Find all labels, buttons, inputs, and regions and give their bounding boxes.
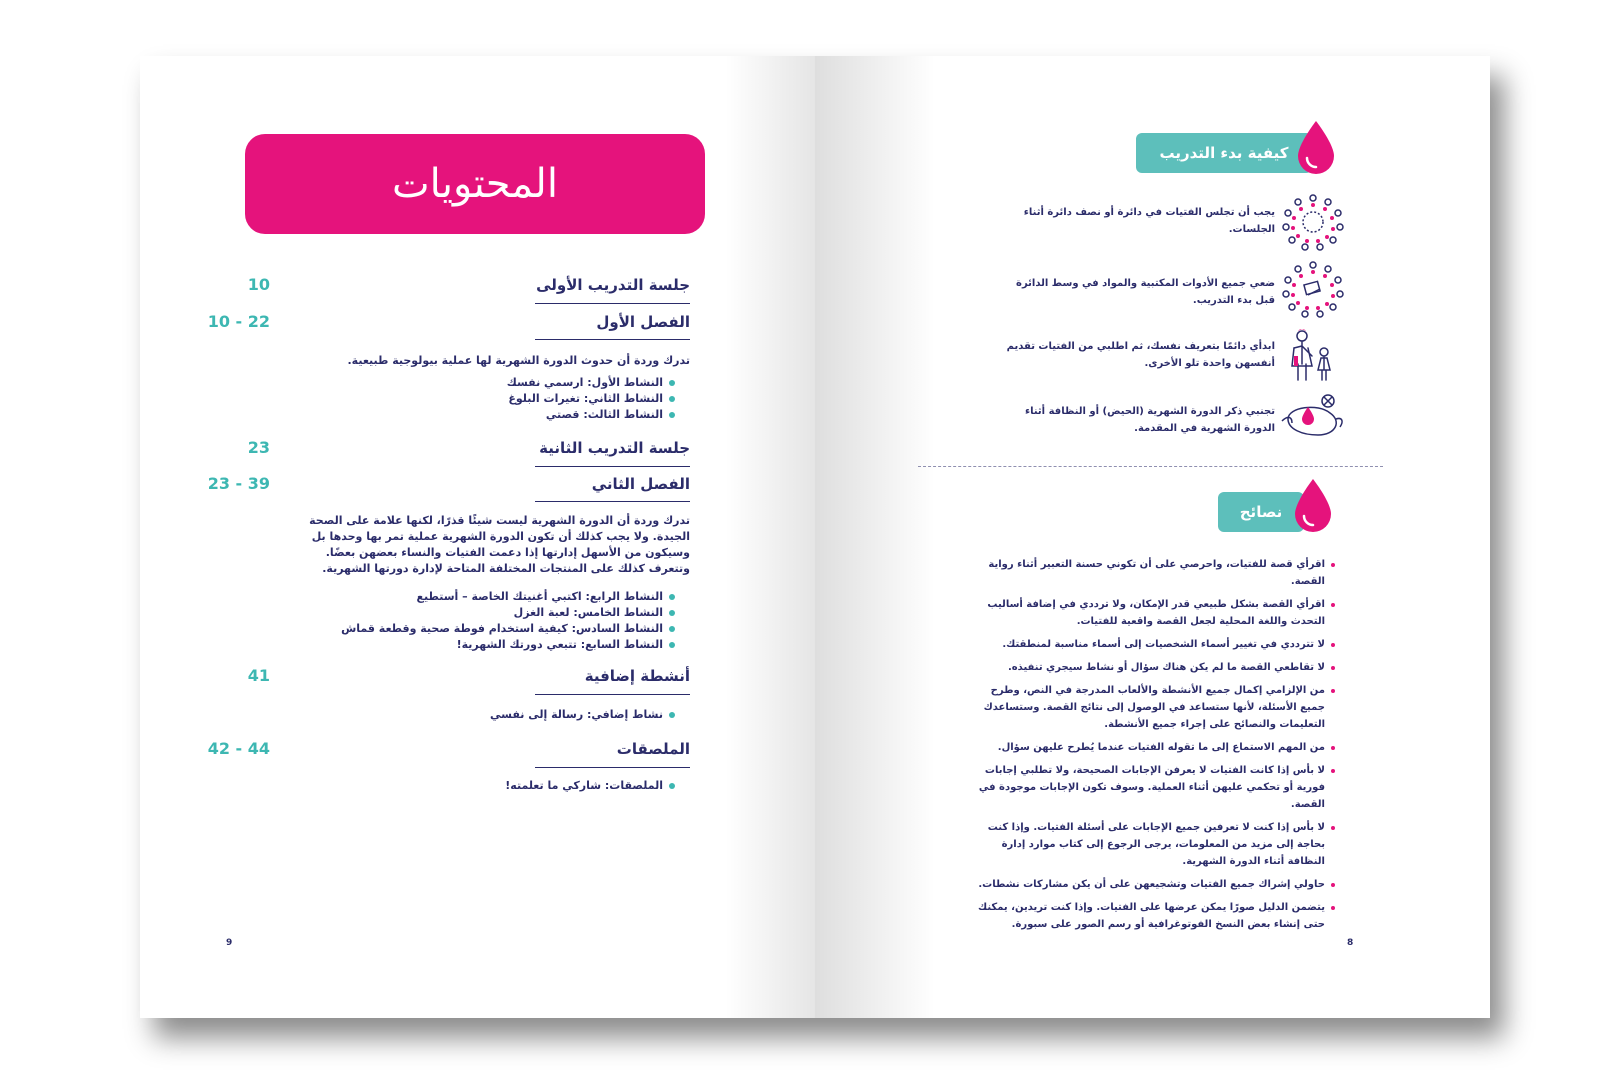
toc-divider — [535, 767, 690, 768]
tip-item: حاولي إشراك جميع الفتيات وتشجيعهن على أن يكن مشاركات نشطات. — [965, 876, 1335, 893]
toc-activity-list — [377, 375, 677, 423]
toc-activity-item: النشاط الرابع: اكتبي أغنيتك الخاصة – أستطيع — [317, 589, 677, 605]
toc-chapter-intro: تدرك وردة أن الدورة الشهرية ليست شيئًا قذرًا، لكنها علامة على الصحة الجيدة. ولا يجب كذلك أن تكون الدورة الشهرية عملية تمر بها وحدها بل وسيكون من الأسهل إدارتها إذا دعمت الفتيات والنساء بعضهن بعضًا. وتتعرف كذلك على المنتجات المختلفة المتاحة لإدارة دورتها الشهرية. — [309, 514, 690, 575]
toc-section-heading: الملصقات — [616, 740, 690, 758]
howto-step-text: ضعي جميع الأدوات المكتبية والمواد في وسط الدائرة قبل بدء التدريب. — [1016, 278, 1275, 306]
materials-in-circle-icon — [1278, 259, 1348, 319]
toc-page-range: 41 — [247, 666, 270, 685]
woman-and-girl-icon — [1278, 326, 1348, 386]
toc-activity-item: النشاط الثاني: تغيرات البلوغ — [377, 391, 677, 407]
page-number: 9 — [226, 938, 233, 948]
tip-item: اقرأي القصة بشكل طبيعي قدر الإمكان، ولا ترددي في إضافة أساليب التحدث واللغة المحلية لجعل القصة واقعية للفتيات. — [965, 596, 1335, 630]
toc-session-heading: جلسة التدريب الأولى — [536, 276, 690, 294]
toc-activity-item: الملصقات: شاركي ما تعلمته! — [377, 778, 677, 794]
toc-activity-list — [317, 589, 677, 653]
howto-banner — [1136, 133, 1312, 173]
howto-step-text: ابدأي دائمًا بتعريف نفسك، ثم اطلبي من الفتيات تقديم أنفسهن واحدة تلو الأخرى. — [1006, 341, 1275, 369]
howto-title: كيفية بدء التدريب — [1159, 144, 1289, 162]
toc-activity-item: نشاط إضافي: رسالة إلى نفسي — [377, 707, 677, 723]
open-booklet — [140, 56, 1490, 1018]
toc-session-heading: جلسة التدريب الثانية — [539, 439, 690, 457]
contents-title: المحتويات — [392, 161, 558, 207]
toc-activity-item: النشاط السادس: كيفية استخدام فوطة صحية وقطعة قماش — [317, 621, 677, 637]
toc-activity-list — [377, 778, 677, 794]
tip-item: من المهم الاستماع إلى ما تقوله الفتيات عندما يُطرح عليهن سؤال. — [965, 739, 1335, 756]
tip-item: اقرأي قصة للفتيات، واحرصي على أن تكوني حسنة التعبير أثناء رواية القصة. — [965, 556, 1335, 590]
tip-item: يتضمن الدليل صورًا يمكن عرضها على الفتيات. وإذا كنت تريدين، يمكنك حتى إنشاء بعض النسخ الفوتوغرافية أو رسم الصور على سبورة. — [965, 899, 1335, 933]
section-divider — [918, 466, 1383, 467]
toc-divider — [535, 694, 690, 695]
toc-page-range: 23 — [247, 438, 270, 457]
toc-activity-list — [377, 707, 677, 723]
no-pad-icon — [1278, 389, 1348, 449]
toc-page-range: 23 - 39 — [207, 474, 270, 493]
contents-page — [140, 56, 815, 1018]
gutter-shadow — [815, 56, 935, 1018]
toc-activity-item: النشاط الأول: ارسمي نفسك — [377, 375, 677, 391]
toc-divider — [535, 466, 690, 467]
tips-title: نصائح — [1239, 503, 1283, 521]
pink-drop-icon — [1292, 477, 1334, 535]
tip-item: لا بأس إذا كنت لا تعرفين جميع الإجابات على أسئلة الفتيات. وإذا كنت بحاجة إلى مزيد من المعلومات، يرجى الرجوع إلى كتاب موارد إدارة النظافة أثناء الدورة الشهرية. — [965, 819, 1335, 870]
toc-activity-item: النشاط الثالث: قصتي — [377, 407, 677, 423]
tip-item: لا بأس إذا كانت الفتيات لا يعرفن الإجابات الصحيحة، ولا تطلبي إجابات فورية أو تحكمي عليهن أثناء العملية. وسوف تكون الإجابات موجودة في القصة. — [965, 762, 1335, 813]
tip-item: من الإلزامي إكمال جميع الأنشطة والألعاب المدرجة في النص، وطرح جميع الأسئلة، لأنها ستساعد في الوصول إلى نتائج القصة. وستساعدك التعليمات والنصائح على إجراء جميع الأنشطة. — [965, 682, 1335, 733]
toc-section-heading: أنشطة إضافية — [584, 667, 690, 685]
tips-list — [965, 556, 1335, 939]
howto-step-text: يجب أن تجلس الفتيات في دائرة أو نصف دائرة أثناء الجلسات. — [1023, 207, 1275, 235]
toc-page-range: 10 - 22 — [207, 312, 270, 331]
tip-item: لا تقاطعي القصة ما لم يكن هناك سؤال أو نشاط سيجري تنفيذه. — [965, 659, 1335, 676]
gutter-shadow — [725, 56, 815, 1018]
tip-item: لا تترددي في تغيير أسماء الشخصيات إلى أسماء مناسبة لمنطقتك. — [965, 636, 1335, 653]
toc-chapter-heading: الفصل الأول — [596, 313, 690, 331]
page-number: 8 — [1347, 938, 1354, 948]
circle-of-girls-icon — [1278, 192, 1348, 252]
toc-divider — [535, 339, 690, 340]
howto-page — [815, 56, 1490, 1018]
toc-activity-item: النشاط السابع: تتبعي دورتك الشهرية! — [317, 637, 677, 653]
toc-divider — [535, 303, 690, 304]
toc-chapter-heading: الفصل الثاني — [591, 475, 690, 493]
contents-title-box — [245, 134, 705, 234]
pink-drop-icon — [1295, 119, 1337, 177]
howto-step-text: تجنبي ذكر الدورة الشهرية (الحيض) أو النظافة أثناء الدورة الشهرية في المقدمة. — [1024, 406, 1275, 434]
toc-chapter-intro: تدرك وردة أن حدوث الدورة الشهرية لها عملية بيولوجية طبيعية. — [347, 354, 690, 367]
toc-page-range: 42 - 44 — [207, 739, 270, 758]
toc-activity-item: النشاط الخامس: لعبة الغزل — [317, 605, 677, 621]
toc-divider — [535, 501, 690, 502]
toc-page-range: 10 — [247, 275, 270, 294]
